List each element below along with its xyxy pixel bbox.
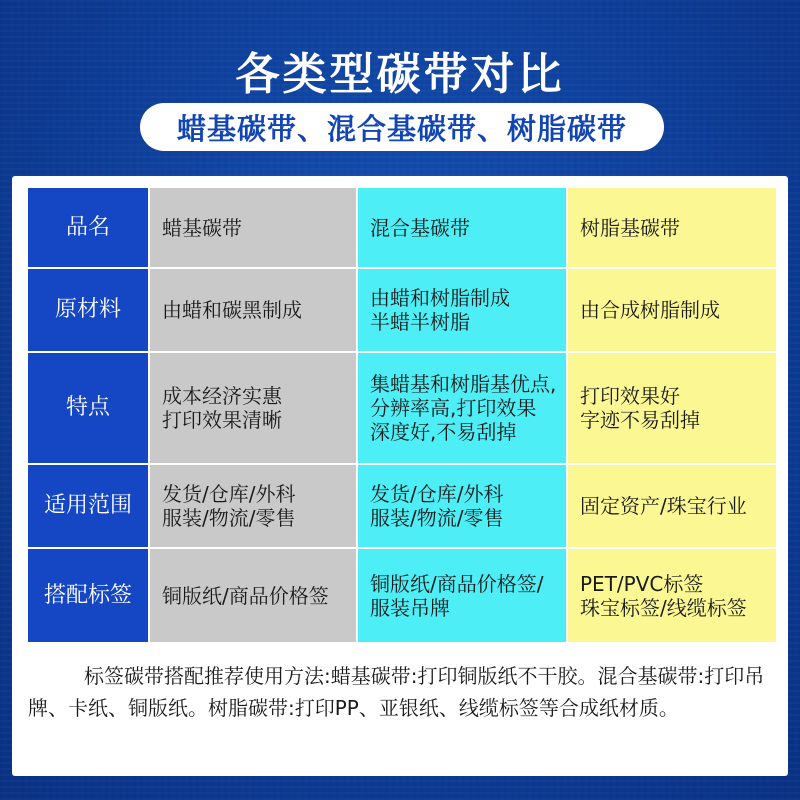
row-header-material: 原材料 (28, 269, 150, 353)
row-header-name: 品名 (28, 188, 150, 269)
usage-note: 标签碳带搭配推荐使用方法:蜡基碳带:打印铜版纸不干胶。混合基碳带:打印吊牌、卡纸、铜版纸。树脂碳带:打印PP、亚银纸、线缆标签等合成纸材质。 (28, 664, 765, 720)
cell-wax-material: 由蜡和碳黑制成 (150, 269, 356, 353)
subtitle-pill: 蜡基碳带、混合基碳带、树脂碳带 (140, 103, 664, 151)
cell-resin-material: 由合成树脂制成 (566, 269, 776, 353)
row-header-scope: 适用范围 (28, 465, 150, 549)
cell-mixed-labels: 铜版纸/商品价格签/ 服装吊牌 (356, 549, 566, 644)
cell-wax-labels: 铜版纸/商品价格签 (150, 549, 356, 644)
cell-resin-labels: PET/PVC标签 珠宝标签/线缆标签 (566, 549, 776, 644)
cell-wax-features: 成本经济实惠 打印效果清晰 (150, 353, 356, 465)
cell-resin-name: 树脂基碳带 (566, 188, 776, 269)
page-title: 各类型碳带对比 (235, 49, 565, 100)
cell-mixed-scope: 发货/仓库/外科 服装/物流/零售 (356, 465, 566, 549)
cell-mixed-name: 混合基碳带 (356, 188, 566, 269)
cell-wax-scope: 发货/仓库/外科 服装/物流/零售 (150, 465, 356, 549)
row-header-features: 特点 (28, 353, 150, 465)
cell-wax-name: 蜡基碳带 (150, 188, 356, 269)
cell-mixed-features: 集蜡基和树脂基优点, 分辨率高,打印效果 深度好,不易刮掉 (356, 353, 566, 465)
cell-mixed-material: 由蜡和树脂制成 半蜡半树脂 (356, 269, 566, 353)
cell-resin-scope: 固定资产/珠宝行业 (566, 465, 776, 549)
row-header-labels: 搭配标签 (28, 549, 150, 644)
comparison-table (28, 188, 776, 644)
cell-resin-features: 打印效果好 字迹不易刮掉 (566, 353, 776, 465)
